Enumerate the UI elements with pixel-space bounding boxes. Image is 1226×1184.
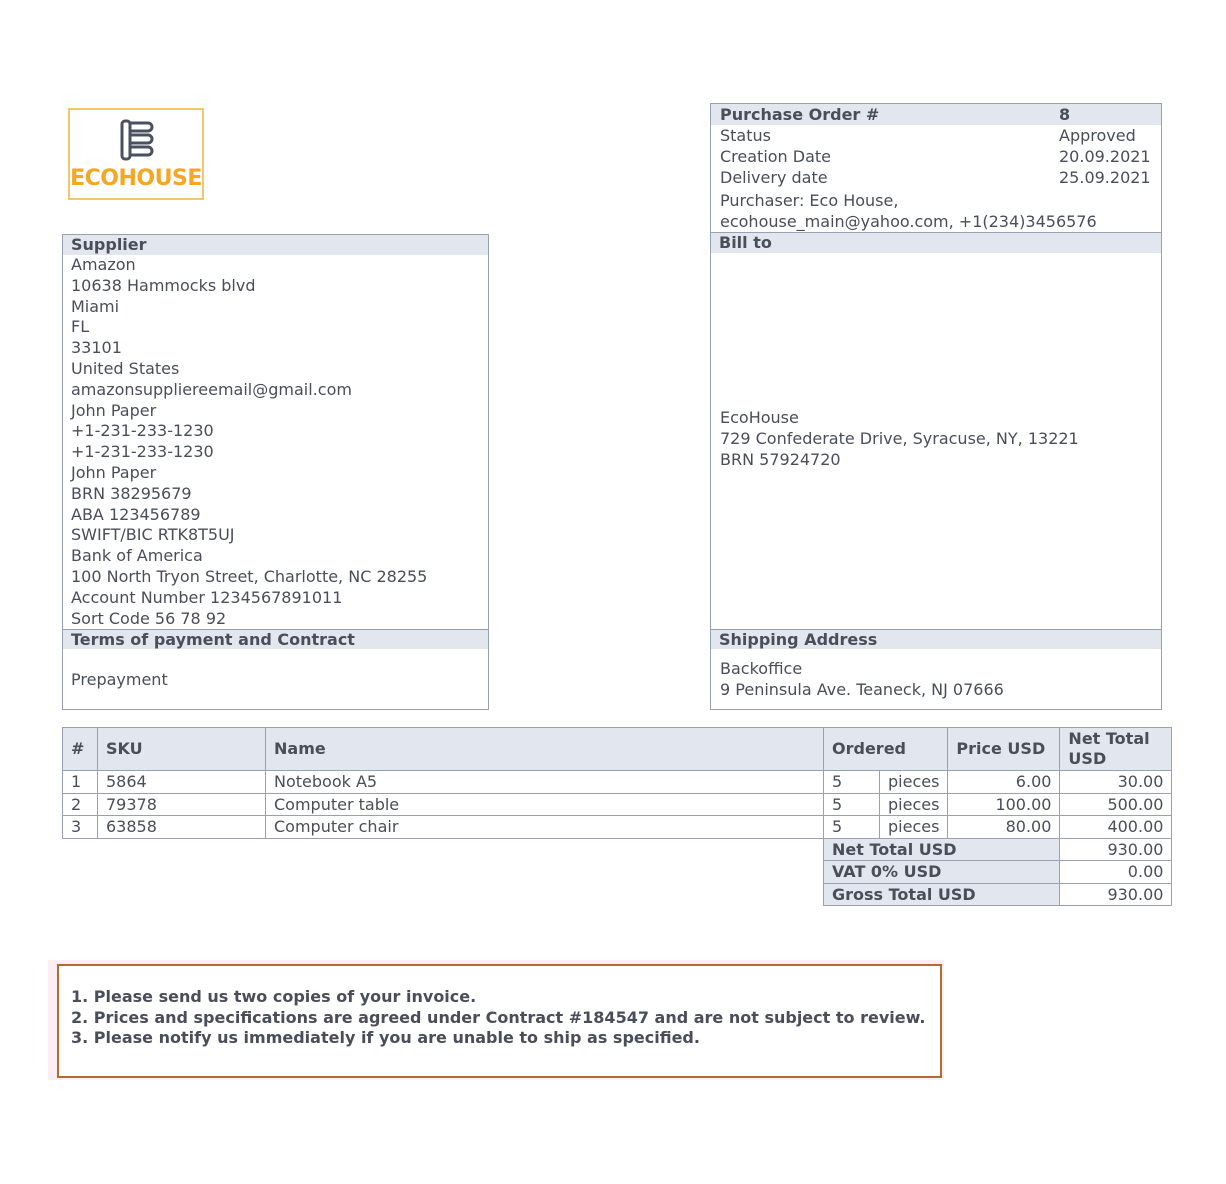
supplier-line: Account Number 1234567891011 (71, 587, 343, 607)
row-unit: pieces (880, 771, 948, 794)
bill-to-line: 729 Confederate Drive, Syracuse, NY, 13221 (720, 428, 1079, 448)
supplier-phone: +1-231-233-1230 (71, 421, 214, 441)
purchaser-line-2 (711, 211, 1161, 232)
col-num-header: # (63, 728, 98, 771)
supplier-line: United States (71, 358, 180, 378)
gross-total-value: 930.00 (1060, 883, 1172, 906)
bill-to-line: EcoHouse (720, 408, 799, 427)
row-total: 400.00 (1060, 816, 1172, 839)
col-sku-header: SKU (98, 728, 266, 771)
supplier-line: FL (71, 317, 90, 337)
table-header-row (63, 728, 1172, 771)
supplier-line: John Paper (71, 462, 157, 482)
row-name: Notebook A5 (266, 771, 824, 794)
creation-date-value: 20.09.2021 (1059, 147, 1151, 166)
supplier-phone: +1-231-233-1230 (71, 442, 214, 462)
row-price: 80.00 (948, 816, 1060, 839)
net-total-header-line2: USD (1068, 749, 1107, 768)
row-num: 1 (63, 771, 98, 794)
row-total: 500.00 (1060, 793, 1172, 816)
po-number-label: Purchase Order # (720, 105, 880, 124)
gross-total-label: Gross Total USD (824, 883, 1060, 906)
status-label: Status (720, 126, 771, 145)
po-number-row (711, 104, 1161, 125)
row-price: 6.00 (948, 771, 1060, 794)
row-unit: pieces (880, 816, 948, 839)
purchaser-name: Purchaser: Eco House, (720, 191, 899, 210)
bill-to-content (711, 253, 1161, 470)
purchaser-contact: ecohouse_main@yahoo.com, +1(234)3456576 (720, 212, 1097, 231)
col-ordered-header: Ordered (824, 728, 948, 771)
row-sku: 5864 (98, 771, 266, 794)
company-logo (68, 108, 204, 200)
note-line: 2. Prices and specifications are agreed under Contract #184547 and are not subject to review. (71, 1007, 926, 1027)
table-row (63, 793, 1172, 816)
summary-row-vat (63, 861, 1172, 884)
notes-box (57, 964, 942, 1078)
table-row (63, 771, 1172, 794)
delivery-date-value: 25.09.2021 (1059, 168, 1151, 187)
supplier-line: Sort Code 56 78 92 (71, 608, 227, 628)
ecohouse-logo-icon (118, 118, 158, 162)
vat-label: VAT 0% USD (824, 861, 1060, 884)
terms-value: Prepayment (71, 670, 168, 689)
col-price-header: Price USD (948, 728, 1060, 771)
items-table (62, 727, 1172, 906)
col-net-total-header (1060, 728, 1172, 771)
supplier-line: 10638 Hammocks blvd (71, 275, 256, 295)
purchaser-line-1 (711, 190, 1161, 211)
po-delivery-row (711, 167, 1161, 188)
shipping-line: Backoffice (720, 659, 803, 678)
row-name: Computer chair (266, 816, 824, 839)
supplier-line: Amazon (71, 255, 136, 274)
supplier-line: BRN 38295679 (71, 483, 192, 503)
net-total-header-line1: Net Total (1068, 729, 1150, 748)
note-line: 3. Please notify us immediately if you are unable to ship as specified. (71, 1028, 700, 1047)
note-line: 1. Please send us two copies of your invoice. (71, 987, 477, 1006)
shipping-address-content (720, 659, 1004, 701)
row-unit: pieces (880, 793, 948, 816)
row-sku: 63858 (98, 816, 266, 839)
net-total-label: Net Total USD (824, 838, 1060, 861)
purchase-order-panel (710, 103, 1162, 710)
shipping-address-header: Shipping Address (711, 629, 1161, 649)
bill-to-line: BRN 57924720 (720, 449, 841, 469)
row-num: 3 (63, 816, 98, 839)
logo-text: ECOHOUSE (70, 166, 202, 191)
po-creation-row (711, 146, 1161, 167)
table-row (63, 816, 1172, 839)
supplier-line: SWIFT/BIC RTK8T5UJ (71, 525, 235, 545)
supplier-panel (62, 234, 489, 710)
row-sku: 79378 (98, 793, 266, 816)
row-qty: 5 (824, 793, 880, 816)
supplier-line: Bank of America (71, 546, 203, 566)
creation-date-label: Creation Date (720, 147, 832, 166)
supplier-email: amazonsuppliereemail@gmail.com (71, 379, 352, 399)
supplier-header: Supplier (63, 235, 488, 255)
supplier-line: John Paper (71, 400, 157, 420)
row-qty: 5 (824, 771, 880, 794)
row-total: 30.00 (1060, 771, 1172, 794)
summary-row-gross (63, 883, 1172, 906)
po-number-value: 8 (1059, 105, 1071, 124)
supplier-line: 100 North Tryon Street, Charlotte, NC 28255 (71, 566, 428, 586)
col-name-header: Name (266, 728, 824, 771)
shipping-line: 9 Peninsula Ave. Teaneck, NJ 07666 (720, 679, 1004, 699)
supplier-line: 33101 (71, 338, 122, 358)
row-price: 100.00 (948, 793, 1060, 816)
supplier-content (63, 255, 488, 629)
po-status-row (711, 125, 1161, 146)
status-value: Approved (1059, 126, 1136, 145)
row-name: Computer table (266, 793, 824, 816)
net-total-value: 930.00 (1060, 838, 1172, 861)
row-qty: 5 (824, 816, 880, 839)
supplier-line: Miami (71, 296, 120, 316)
delivery-date-label: Delivery date (720, 168, 828, 187)
supplier-line: ABA 123456789 (71, 504, 201, 524)
summary-row-net (63, 838, 1172, 861)
vat-value: 0.00 (1060, 861, 1172, 884)
bill-to-header: Bill to (711, 232, 1161, 253)
terms-header: Terms of payment and Contract (63, 629, 488, 649)
row-num: 2 (63, 793, 98, 816)
